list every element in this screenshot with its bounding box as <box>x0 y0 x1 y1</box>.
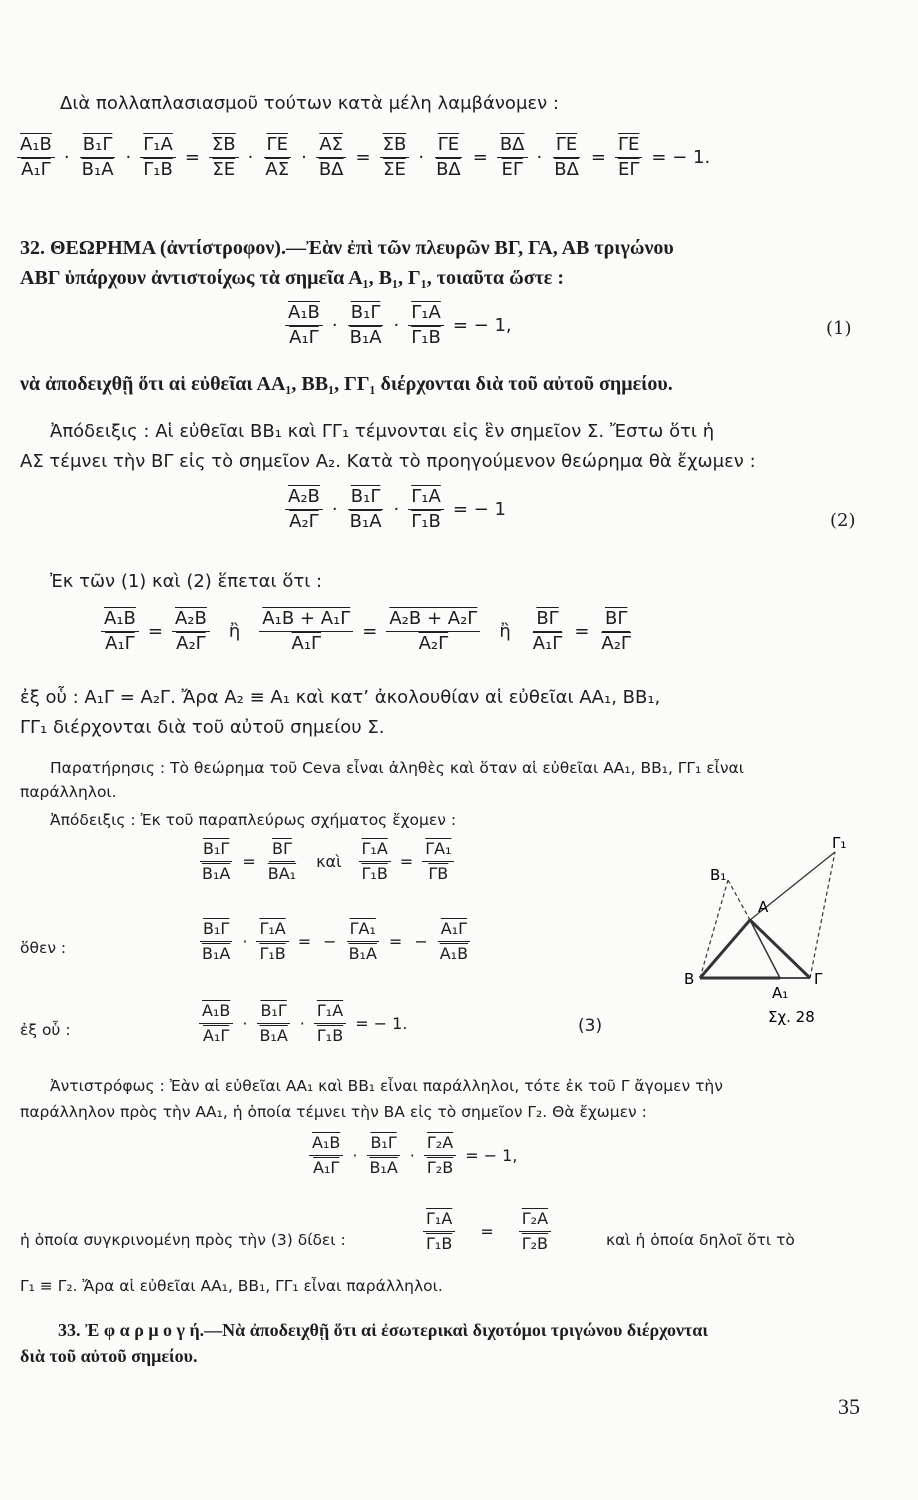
fraction <box>79 134 117 181</box>
fraction <box>408 302 444 349</box>
fraction <box>262 134 292 181</box>
denominator: BΔ <box>436 159 461 180</box>
application-line: διὰ τοῦ αὐτοῦ σημείου. <box>20 1346 198 1366</box>
numerator: Γ₁A <box>408 486 444 510</box>
equation-tail: = − 1. <box>355 1014 408 1033</box>
denominator: B₁A <box>81 159 114 180</box>
numerator: ΓA₁ <box>422 838 454 862</box>
numerator: A₁B <box>17 134 55 158</box>
fraction <box>309 1132 343 1179</box>
denominator: B₁A <box>349 511 382 532</box>
converse-line: παράλληλον πρὸς τὴν ΑΑ₁, ἡ ὁποία τέμνει τὴν ΒΑ εἰς τὸ σημεῖον Γ₂. Θὰ ἔχωμεν : <box>20 1103 647 1121</box>
fraction <box>199 1000 233 1047</box>
denominator: A₂Γ <box>289 511 319 532</box>
numerator: Γ₁A <box>408 302 444 326</box>
denominator: A₂Γ <box>601 633 631 654</box>
converse-line: Γ₁ ≡ Γ₂. Ἄρα αἱ εὐθεῖαι ΑΑ₁, ΒΒ₁, ΓΓ₁ εἶναι παράλληλοι. <box>20 1277 443 1295</box>
theorem-line: ΑΒΓ ὑπάρχουν ἀντιστοίχως τὰ σημεῖα Α₁, Β₁, Γ₁, τοιαῦτα ὥστε : <box>20 267 565 289</box>
fraction <box>598 608 634 655</box>
numerator: Γ₁A <box>359 838 391 862</box>
numerator: $\overline{\Gamma E}$ <box>553 134 580 158</box>
figure-label: B₁ <box>710 866 727 884</box>
numerator: A₂B <box>285 486 323 510</box>
equation-d: $\frac{\text{A₁B}}{\text{A₁Γ}}$ · $\frac{\text{B₁Γ}}{\text{B₁A}}$ · $\frac{\text{Γ₂A}}{\text{Γ₂B}}$ = − 1, <box>306 1132 523 1179</box>
remark-line: Ἀπόδειξις : Ἐκ τοῦ παραπλεύρως σχήματος ἔχομεν : <box>50 811 457 829</box>
denominator: A₁Γ <box>105 633 135 654</box>
denominator: EΓ <box>501 159 523 180</box>
intro-line: Διὰ πολλαπλασιασμοῦ τούτων κατὰ μέλη λαμβάνομεν : <box>60 93 559 114</box>
figure-label: A <box>758 898 769 916</box>
denominator: A₂Γ <box>418 633 449 654</box>
fraction <box>172 608 210 655</box>
or-word: ἢ <box>499 621 511 642</box>
fraction <box>615 134 642 181</box>
denominator: EΓ <box>618 159 640 180</box>
fraction <box>366 1132 400 1179</box>
denominator: Γ₂B <box>426 1158 454 1177</box>
theorem-heading: 32. ΘΕΩΡΗΜΑ (ἀντίστροφον).—Ἐὰν ἐπὶ τῶν πλευρῶν ΒΓ, ΓΑ, ΑΒ τριγώνου <box>20 237 674 259</box>
proof-line: Ἀπόδειξις : Αἱ εὐθεῖαι ΒΒ₁ καὶ ΓΓ₁ τέμνονται εἰς ἓν σημεῖον Σ. Ἔστω ὅτι ἡ <box>50 421 715 442</box>
denominator: B₁A <box>202 944 231 963</box>
denominator: B₁A <box>369 1158 398 1177</box>
side-BA <box>700 920 750 978</box>
equation-tail: = − 1, <box>452 315 512 336</box>
equation-tag-2: (2) <box>830 510 856 531</box>
denominator: A₁Γ <box>532 633 563 654</box>
equation-tag-1: (1) <box>826 318 852 339</box>
fraction <box>199 838 233 885</box>
fraction <box>17 134 55 181</box>
denominator: B₁A <box>349 327 382 348</box>
remark-line: Παρατήρησις : Τὸ θεώρημα τοῦ Ceva εἶναι ἀληθὲς καὶ ὅταν αἱ εὐθεῖαι ΑΑ₁, ΒΒ₁, ΓΓ₁ εἶναι <box>50 759 744 777</box>
line-GG1 <box>810 852 835 978</box>
fraction <box>437 918 471 965</box>
fraction <box>386 608 480 655</box>
denominator: Γ₁B <box>411 327 441 348</box>
fraction <box>422 838 454 885</box>
theorem-line: νὰ ἀποδειχθῇ ὅτι αἱ εὐθεῖαι ΑΑ₁, ΒΒ₁, ΓΓ₁ διέρχονται διὰ τοῦ αὐτοῦ σημείου. <box>20 373 673 395</box>
equation-tail: = − 1, <box>465 1146 518 1165</box>
fraction <box>259 608 353 655</box>
fraction <box>101 608 139 655</box>
denominator: B₁A <box>202 864 231 883</box>
denominator: AΣ <box>265 159 290 180</box>
proof-line: ΓΓ₁ διέρχονται διὰ τοῦ αὐτοῦ σημείου Σ. <box>20 717 385 738</box>
numerator: Γ₁A <box>256 918 288 942</box>
numerator: Γ₁A <box>314 1000 346 1024</box>
numerator: A₂B <box>172 608 210 632</box>
denominator: Γ₁B <box>259 944 286 963</box>
equation-tail: = − 1. <box>651 147 711 168</box>
line-AA1 <box>750 920 780 978</box>
denominator: Γ₁B <box>426 1234 453 1253</box>
denominator: ΣE <box>212 159 236 180</box>
figure-label: B <box>684 970 695 988</box>
converse-line: ἡ ὁποία συγκρινομένη πρὸς τὴν (3) δίδει : <box>20 1231 346 1249</box>
numerator: Γ₁A <box>140 134 176 158</box>
fraction <box>346 918 380 965</box>
numerator: Γ₁A <box>423 1208 455 1232</box>
application-heading: 33. Ἐ φ α ρ μ ο γ ή.—Νὰ ἀποδειχθῇ ὅτι αἱ ἐσωτερικαὶ διχοτόμοι τριγώνου διέρχονται <box>58 1320 708 1340</box>
remark-line: παράλληλοι. <box>20 783 117 801</box>
fraction <box>347 486 385 533</box>
side-AG <box>750 920 810 978</box>
numerator: $\overline{B\Gamma}$ <box>269 838 295 862</box>
numerator: B₁Γ <box>367 1132 399 1156</box>
fraction <box>497 134 528 181</box>
numerator: B₁Γ <box>200 838 232 862</box>
equation-3b: $\frac{\text{A₁B}}{\text{A₁Γ}}$ · $\frac{\text{B₁Γ}}{\text{B₁A}}$ · $\frac{\text{Γ₁A}}{\text{Γ₁B}}$ = − 1. <box>196 1000 413 1047</box>
numerator: B₁Γ <box>348 486 384 510</box>
numerator: $\overline{B\Gamma}$ <box>533 608 561 632</box>
figure-label: A₁ <box>772 984 789 1002</box>
hence-word: ὅθεν : <box>20 939 67 957</box>
denominator: A₁Γ <box>203 1026 230 1045</box>
denominator: A₂Γ <box>176 633 206 654</box>
equation-b: $\frac{\text{B₁Γ}}{\text{B₁A}}$ · $\frac{\text{Γ₁A}}{\text{Γ₁B}}$ = − $\frac{\text{ΓA₁}}{\text{B₁A}}$ = − $\frac{\text{A₁Γ}}{\text{A₁B}}$ <box>196 918 474 965</box>
denominator: A₁Γ <box>313 1158 340 1177</box>
proof-line: Ἐκ τῶν (1) καὶ (2) ἕπεται ὅτι : <box>50 571 323 592</box>
fraction <box>285 302 323 349</box>
equation-tag-3: (3) <box>578 1016 603 1036</box>
equation-top: $\frac{\text{A₁B}}{\text{A₁Γ}}$ · $\frac{\text{B₁Γ}}{\text{B₁A}}$ · $\frac{\text{Γ₁A}}{\text{Γ₁B}}$ = $\frac{\overline{\Sigma B}}{\Sigma E}$ · $\frac{\overline{\Gamma E}}{A\Sigma}$ · $\frac{\overline{A\Sigma}}{B\Delta}$ = $\frac{\overline{\Sigma B}}{\Sigma E}$ · $\frac{\overline{\Gamma E}}{B\Delta}$ = $\frac{\overline{B\Delta}}{E\Gamma}$ · $\frac{\overline{\Gamma E}}{B\Delta}$ = $\frac{\overline{\Gamma E}}{E\Gamma}$ = − 1. <box>14 134 716 181</box>
equation-e: $\frac{\text{Γ₁A}}{\text{Γ₁B}}$ = $\frac{\text{Γ₂A}}{\text{Γ₂B}}$ <box>420 1208 554 1255</box>
fraction <box>140 134 176 181</box>
fraction <box>199 918 233 965</box>
proof-line: ΑΣ τέμνει τὴν ΒΓ εἰς τὸ σημεῖον Α₂. Κατὰ τὸ προηγούμενον θεώρημα θὰ ἔχωμεν : <box>20 451 756 472</box>
numerator: ΓA₁ <box>347 918 379 942</box>
numerator: A₁B <box>101 608 139 632</box>
equation-1: $\frac{\text{A₁B}}{\text{A₁Γ}}$ · $\frac{\text{B₁Γ}}{\text{B₁A}}$ · $\frac{\text{Γ₁A}}{\text{Γ₁B}}$ = − 1, <box>282 302 518 349</box>
denominator: ΓB <box>428 864 449 883</box>
figure-label: Γ₁ <box>832 834 847 852</box>
fraction <box>551 134 582 181</box>
equation-a: $\frac{\text{B₁Γ}}{\text{B₁A}}$ = $\frac{\overline{B\Gamma}}{\text{BA₁}}$ καὶ $\frac{\text{Γ₁A}}{\text{Γ₁B}}$ = $\frac{\text{ΓA₁}}{\Gamma B}$ <box>196 838 457 885</box>
figure-caption: Σχ. 28 <box>768 1008 815 1026</box>
denominator: ΣE <box>383 159 406 180</box>
and-word: καὶ <box>316 852 342 871</box>
denominator: Γ₁B <box>411 511 441 532</box>
denominator: BΔ <box>318 159 344 180</box>
numerator: Γ₂A <box>519 1208 551 1232</box>
fraction <box>519 1208 551 1255</box>
numerator: $\overline{\Gamma E}$ <box>264 134 291 158</box>
proof-line: ἐξ οὗ : Α₁Γ = Α₂Γ. Ἄρα Α₂ ≡ Α₁ καὶ κατ’ ἀκολουθίαν αἱ εὐθεῖαι ΑΑ₁, ΒΒ₁, <box>20 687 661 708</box>
numerator: $\overline{\Sigma B}$ <box>380 134 410 158</box>
denominator: B₁A <box>259 1026 288 1045</box>
numerator: A₁B <box>199 1000 233 1024</box>
denominator: A₁Γ <box>291 633 322 654</box>
numerator: A₁Γ <box>438 918 470 942</box>
denominator: A₁Γ <box>289 327 319 348</box>
numerator: B₁Γ <box>80 134 116 158</box>
figure-label: Γ <box>814 970 823 988</box>
fraction <box>347 302 385 349</box>
converse-line: Ἀντιστρόφως : Ἐὰν αἱ εὐθεῖαι ΑΑ₁ καὶ ΒΒ₁ εἶναι παράλληλοι, τότε ἐκ τοῦ Γ ἄγομεν τὴν <box>50 1077 723 1095</box>
fraction <box>256 1000 290 1047</box>
fraction <box>256 918 288 965</box>
denominator: Γ₁B <box>361 864 388 883</box>
fraction <box>380 134 410 181</box>
denominator: BΔ <box>554 159 579 180</box>
numerator: $\overline{\Gamma E}$ <box>615 134 642 158</box>
fraction <box>316 134 347 181</box>
denominator: Γ₂B <box>521 1234 549 1253</box>
numerator: $\overline{B\Gamma}$ <box>602 608 630 632</box>
figure-28 <box>680 828 870 1028</box>
equation-2: $\frac{\text{A₂B}}{\text{A₂Γ}}$ · $\frac{\text{B₁Γ}}{\text{B₁A}}$ · $\frac{\text{Γ₁A}}{\text{Γ₁B}}$ = − 1 <box>282 486 512 533</box>
converse-line: καὶ ἡ ὁποία δηλοῖ ὅτι τὸ <box>606 1231 795 1249</box>
denominator: Γ₁B <box>316 1026 344 1045</box>
numerator: $\overline{A\Sigma}$ <box>316 134 346 158</box>
numerator: A₂B + A₂Γ <box>386 608 480 632</box>
numerator: B₁Γ <box>200 918 232 942</box>
or-word: ἢ <box>228 621 241 642</box>
numerator: $\overline{\Sigma B}$ <box>209 134 239 158</box>
fraction <box>314 1000 346 1047</box>
whence-word: ἐξ οὗ : <box>20 1021 71 1039</box>
fraction <box>433 134 464 181</box>
equation-tail: = − 1 <box>452 499 506 520</box>
fraction <box>265 838 299 885</box>
numerator: $\overline{B\Delta}$ <box>497 134 528 158</box>
numerator: B₁Γ <box>257 1000 289 1024</box>
denominator: B₁A <box>348 944 377 963</box>
fraction <box>209 134 239 181</box>
denominator: Γ₁B <box>143 159 173 180</box>
numerator: A₁B + A₁Γ <box>259 608 353 632</box>
line-B1A <box>728 880 750 920</box>
page-number: 35 <box>838 1394 860 1419</box>
fraction <box>358 838 390 885</box>
denominator: BA₁ <box>267 864 297 883</box>
fraction <box>285 486 323 533</box>
numerator: A₁B <box>309 1132 343 1156</box>
fraction <box>423 1208 455 1255</box>
equation-3: $\frac{\text{A₁B}}{\text{A₁Γ}}$ = $\frac{\text{A₂B}}{\text{A₂Γ}}$ ἢ $\frac{\text{A₁B + A₁Γ}}{\text{A₁Γ}}$ = $\frac{\text{A₂B + A₂Γ}}{\text{A₂Γ}}$ ἢ $\frac{\overline{B\Gamma}}{\text{A₁Γ}}$ = $\frac{\overline{B\Gamma}}{\text{A₂Γ}}$ <box>98 608 637 655</box>
numerator: B₁Γ <box>348 302 384 326</box>
fraction <box>424 1132 456 1179</box>
numerator: Γ₂A <box>424 1132 456 1156</box>
numerator: $\overline{\Gamma E}$ <box>435 134 462 158</box>
fraction <box>530 608 566 655</box>
fraction <box>408 486 444 533</box>
denominator: A₁Γ <box>21 159 51 180</box>
denominator: A₁B <box>439 944 469 963</box>
numerator: A₁B <box>285 302 323 326</box>
